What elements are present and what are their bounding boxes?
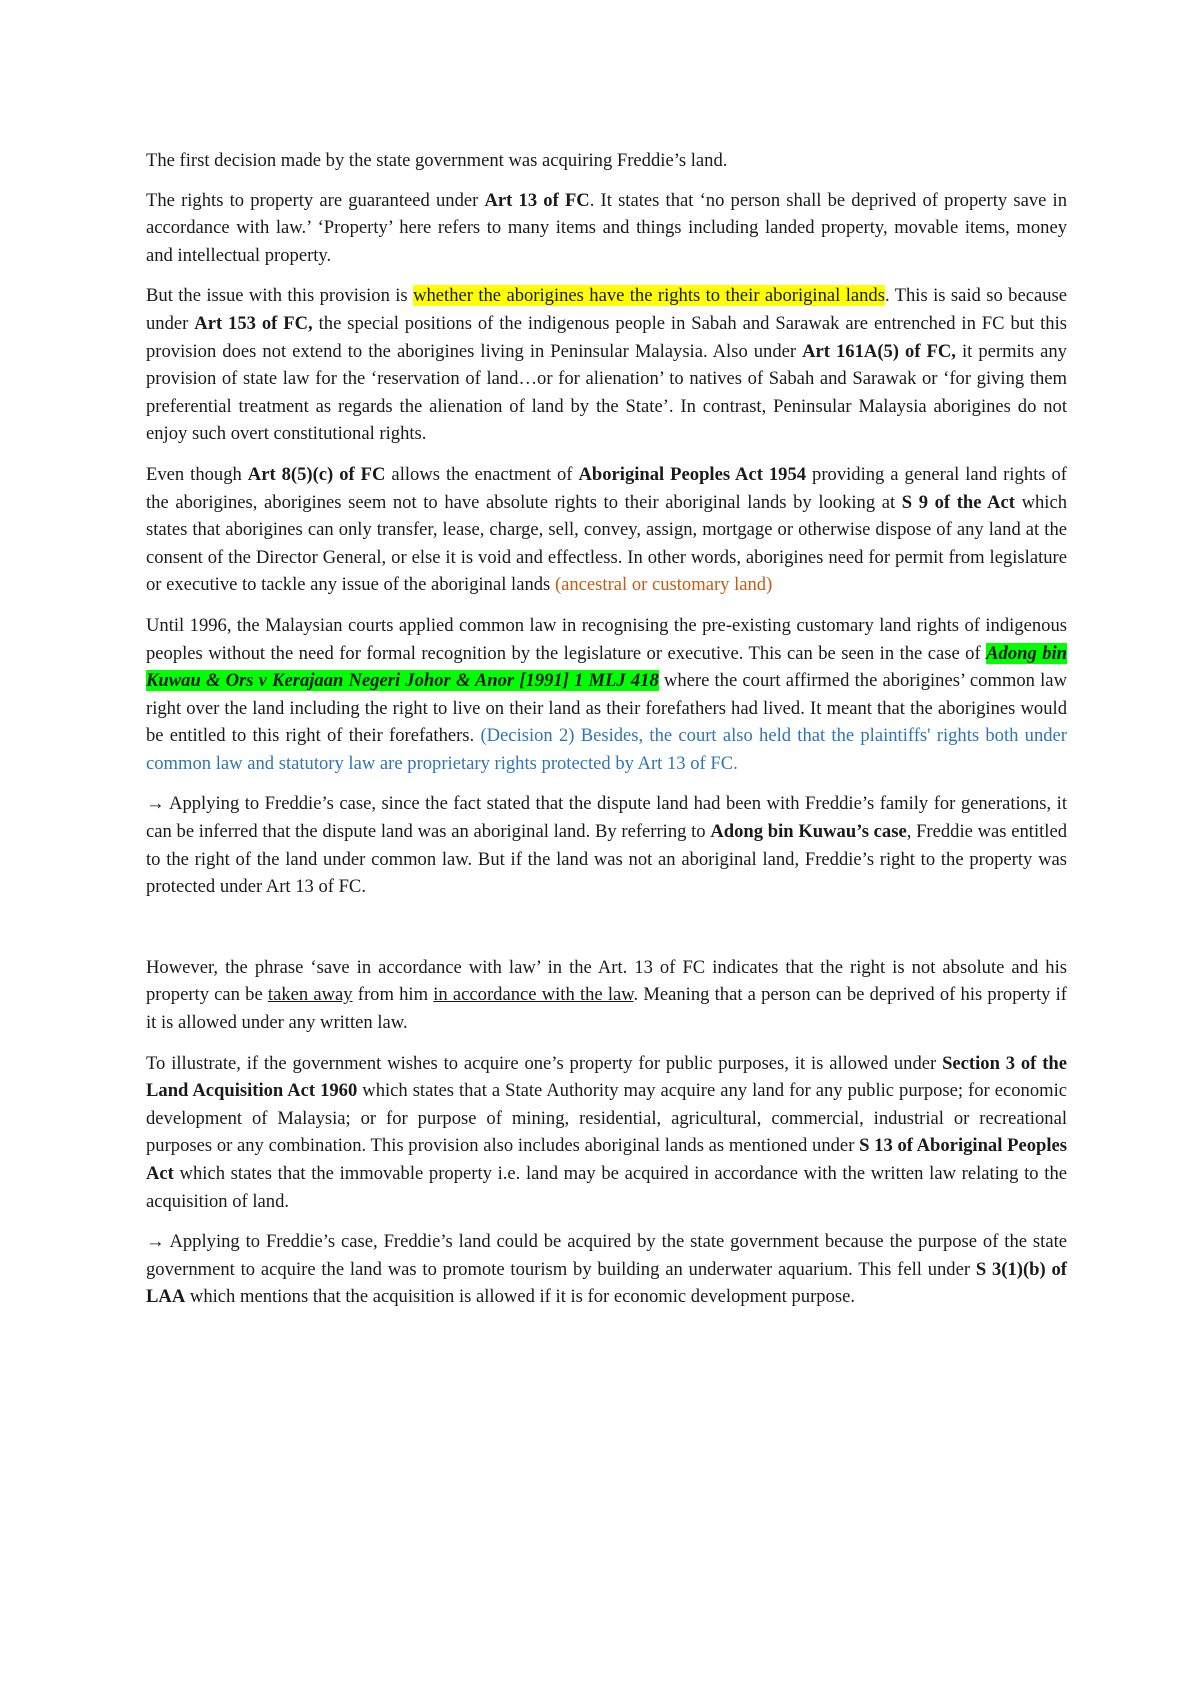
bold-citation: Aboriginal Peoples Act 1954: [578, 463, 807, 485]
text-run: which states that aborigines can only transfer, lease, charge, sell, convey, assign, mortgage or otherwise dispose of any land at the consent of the Director General, or else it is void and effectless. In other words, aborigines need for permit from legislature or executive to tackle any issue of the aboriginal lands: [146, 491, 1068, 596]
paragraph-application-1: [146, 790, 1067, 900]
bold-citation: Art 8(5)(c) of FC: [247, 463, 386, 485]
text-run: . This is said so because under: [146, 285, 1067, 334]
text-run: from him: [352, 984, 434, 1006]
paragraph-application-2: [146, 1228, 1067, 1311]
text-run: Even though: [146, 463, 248, 485]
text-run: which mentions that the acquisition is allowed if it is for economic development purpose.: [185, 1286, 856, 1308]
text-run: the special positions of the indigenous people in Sabah and Sarawak are entrenched in FC but this provision does not extend to the aborigines living in Peninsular Malaysia. Also under: [146, 312, 1067, 362]
bold-citation: S 13 of Aboriginal Peoples Act: [146, 1135, 1067, 1184]
text-run: Applying to Freddie’s case, since the fact stated that the dispute land had been with Freddie’s family for generations, it can be inferred that the dispute land was an aboriginal land. By referring to: [146, 793, 1067, 843]
paragraph-issue: [146, 282, 1067, 448]
text-run: providing a general land rights of the aborigines, aborigines seem not to have absolute rights to their aboriginal lands by looking at: [146, 463, 1067, 513]
paragraph-aboriginal-act: [146, 461, 1067, 599]
text-run: Until 1996, the Malaysian courts applied common law in recognising the pre-existing customary land rights of indigenous peoples without the need for formal recognition by the legislature or executive. This can be seen in the case of: [146, 614, 1067, 664]
bold-citation: Art 161A(5) of FC,: [802, 340, 956, 362]
text-run: But the issue with this provision is: [146, 285, 414, 307]
text-run: Applying to Freddie’s case, Freddie’s land could be acquired by the state government because the purpose of the state government to acquire the land was to promote tourism by building an underwater aquarium. This fell under: [146, 1231, 1067, 1280]
blank-line: [146, 914, 1067, 954]
bold-citation: Art 153 of FC,: [194, 312, 313, 334]
paragraph-intro: [146, 147, 1067, 175]
text-run: allows the enactment of: [385, 463, 579, 485]
text-run: which states that a State Authority may acquire any land for any public purpose; for economic development of Malaysia; or for purpose of mining, residential, agricultural, commercial, industrial or recreational purposes or any combination. This provision also includes aboriginal lands as mentioned under: [146, 1080, 1067, 1157]
paragraph-case-law: [146, 612, 1067, 778]
text-run: . It states that ‘no person shall be deprived of property save in accordance with law.’ ‘Property’ here refers to many items and things including landed property, movable items, money and intellectual property.: [146, 189, 1067, 266]
underlined-text: taken away: [267, 984, 353, 1006]
bold-citation: S 3(1)(b) of LAA: [146, 1258, 1067, 1308]
intro-text: The first decision made by the state government was acquiring Freddie’s land.: [146, 150, 728, 171]
text-run: which states that the immovable property i.e. land may be acquired in accordance with the written law relating to the acquisition of land.: [146, 1163, 1067, 1212]
blue-decision-note: (Decision 2) Besides, the court also held that the plaintiffs' rights both under common law and statutory law are proprietary rights protected by Art 13 of FC.: [146, 725, 1067, 774]
paragraph-limitation: [146, 954, 1067, 1037]
orange-note: (ancestral or customary land): [554, 574, 773, 596]
arrow-icon: →: [146, 793, 165, 815]
bold-citation: Art 13 of FC: [484, 189, 590, 211]
text-run: , Freddie was entitled to the right of the land under common law. But if the land was not an aboriginal land, Freddie’s right to the property was protected under Art 13 of FC.: [146, 821, 1067, 898]
text-run: The rights to property are guaranteed under: [146, 189, 485, 211]
highlighted-issue: whether the aborigines have the rights to their aboriginal lands: [413, 285, 885, 307]
arrow-icon: →: [146, 1231, 165, 1253]
text-run: However, the phrase ‘save in accordance with law’ in the Art. 13 of FC indicates that the right is not absolute and his property can be: [146, 956, 1067, 1006]
bold-citation: S 9 of the Act: [901, 491, 1015, 513]
bold-citation: Adong bin Kuwau’s case: [710, 821, 907, 843]
text-run: it permits any provision of state law for the ‘reservation of land…or for alienation’ to natives of Sabah and Sarawak or ‘for giving them preferential treatment as regards the alienation of land by the State’. In contrast, Peninsular Malaysia aborigines do not enjoy such overt constitutional rights.: [146, 340, 1067, 445]
highlighted-case-citation: Adong bin Kuwau & Ors v Kerajaan Negeri Johor & Anor [1991] 1 MLJ 418: [146, 642, 1068, 692]
underlined-text: in accordance with the law: [433, 984, 634, 1006]
paragraph-illustration: [146, 1050, 1067, 1216]
bold-citation: Section 3 of the Land Acquisition Act 1960: [146, 1052, 1067, 1102]
text-run: To illustrate, if the government wishes to acquire one’s property for public purposes, it is allowed under: [146, 1052, 943, 1074]
text-run: . Meaning that a person can be deprived of his property if it is allowed under any written law.: [146, 984, 1067, 1034]
paragraph-art13: [146, 187, 1067, 270]
text-run: where the court affirmed the aborigines’ common law right over the land including the right to live on their land as their forefathers had lived. It meant that the aborigines would be entitled to this right of their forefathers.: [146, 670, 1067, 747]
